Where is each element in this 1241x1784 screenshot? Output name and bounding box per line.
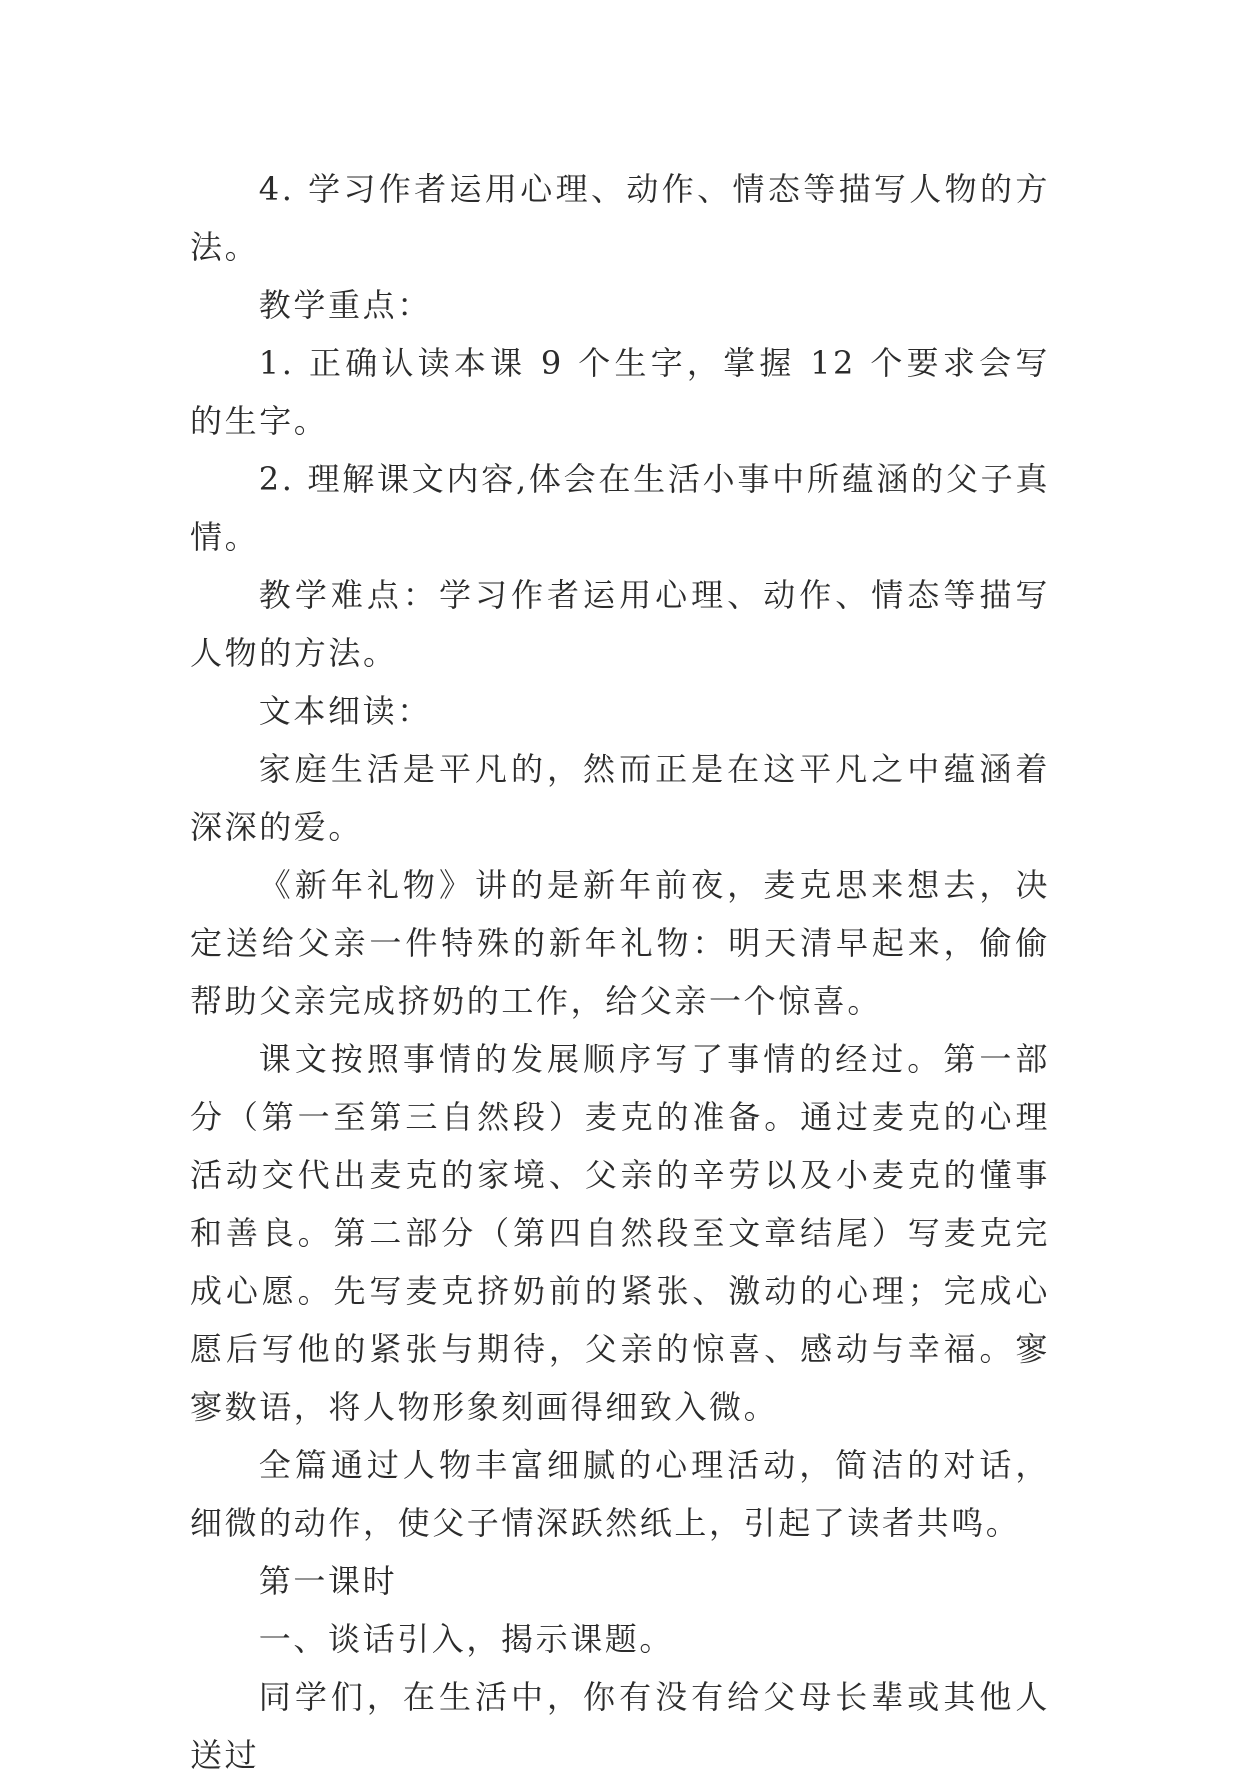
- document-body: [190, 160, 1050, 1784]
- teaching-focus-heading: 教学重点：: [258, 286, 432, 324]
- objective-4: 4. 学习作者运用心理、动作、情态等描写人物的方法。: [190, 170, 1050, 266]
- paragraph-question: 同学们，在生活中，你有没有给父母长辈或其他人送过: [190, 1678, 1050, 1774]
- section-intro-heading: 一、谈话引入，揭示课题。: [258, 1620, 674, 1658]
- paragraph-text-structure: 课文按照事情的发展顺序写了事情的经过。第一部分（第一至第三自然段）麦克的准备。通过麦克的心理活动交代出麦克的家境、父亲的辛劳以及小麦克的懂事和善良。第二部分（第四自然段至文章结尾）写麦克完成心愿。先写麦克挤奶前的紧张、激动的心理；完成心愿后写他的紧张与期待，父亲的惊喜、感动与幸福。寥寥数语，将人物形象刻画得细致入微。: [190, 1040, 1050, 1426]
- teaching-difficulty: 教学难点：学习作者运用心理、动作、情态等描写人物的方法。: [190, 576, 1050, 672]
- lesson-one-heading: 第一课时: [258, 1562, 398, 1600]
- close-reading-heading: 文本细读：: [258, 692, 432, 730]
- paragraph-family-life: 家庭生活是平凡的，然而正是在这平凡之中蕴涵着深深的爱。: [190, 750, 1050, 846]
- paragraph-summary: 全篇通过人物丰富细腻的心理活动，简洁的对话，细微的动作，使父子情深跃然纸上，引起了读者共鸣。: [190, 1446, 1050, 1542]
- teaching-focus-2: 2. 理解课文内容,体会在生活小事中所蕴涵的父子真情。: [190, 460, 1050, 556]
- teaching-focus-1: 1. 正确认读本课 9 个生字，掌握 12 个要求会写的生字。: [190, 344, 1050, 440]
- paragraph-new-year-gift: 《新年礼物》讲的是新年前夜，麦克思来想去，决定送给父亲一件特殊的新年礼物：明天清早起来，偷偷帮助父亲完成挤奶的工作，给父亲一个惊喜。: [190, 866, 1050, 1020]
